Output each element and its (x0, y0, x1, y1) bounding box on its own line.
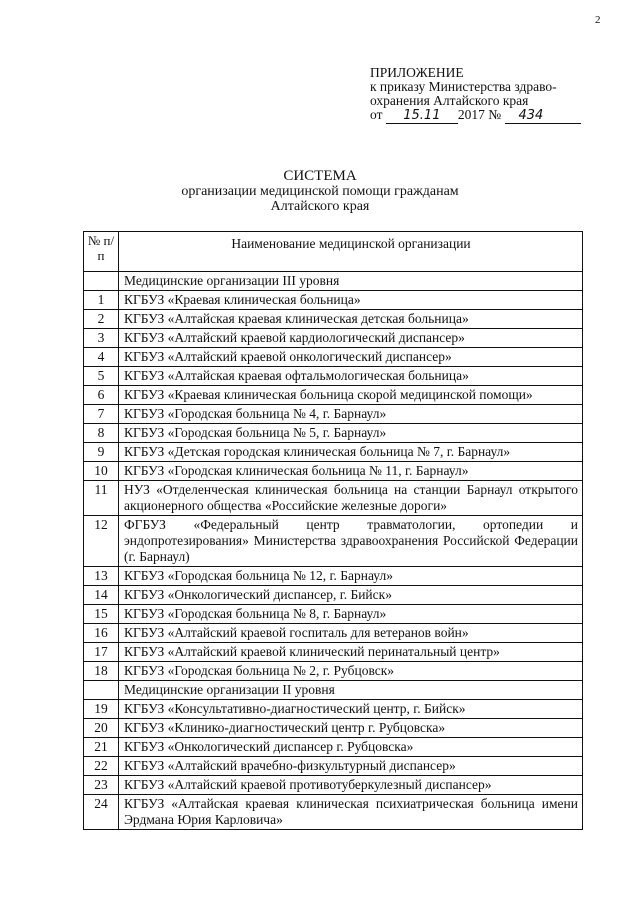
table-row (84, 443, 583, 462)
table-section-row (84, 681, 583, 700)
organization-name: КГБУЗ «Краевая клиническая больница скорой медицинской помощи» (119, 386, 583, 405)
table-section-row (84, 272, 583, 291)
table-row (84, 516, 583, 567)
section-number-cell (84, 681, 119, 700)
table-row (84, 795, 583, 830)
table-row (84, 757, 583, 776)
table-row (84, 586, 583, 605)
organization-name: КГБУЗ «Алтайская краевая клиническая детская больница» (119, 310, 583, 329)
organization-name: КГБУЗ «Консультативно-диагностический центр, г. Бийск» (119, 700, 583, 719)
table-row (84, 424, 583, 443)
row-number: 18 (84, 662, 119, 681)
table-row (84, 405, 583, 424)
table-row (84, 719, 583, 738)
organization-name: КГБУЗ «Алтайский краевой госпиталь для ветеранов войн» (119, 624, 583, 643)
page-number: 2 (595, 14, 601, 26)
document-title: СИСТЕМА (283, 168, 357, 184)
organization-name: КГБУЗ «Алтайский краевой онкологический диспансер» (119, 348, 583, 367)
organization-name: НУЗ «Отделенческая клиническая больница на станции Барнаул открытого акционерного общества «Российские железные дороги» (119, 481, 583, 516)
row-number: 3 (84, 329, 119, 348)
appendix-date-line (370, 108, 581, 124)
order-number-handwritten: 434 (518, 108, 544, 123)
organization-name: КГБУЗ «Краевая клиническая больница» (119, 291, 583, 310)
table-row (84, 367, 583, 386)
row-number: 15 (84, 605, 119, 624)
row-number: 19 (84, 700, 119, 719)
section-title: Медицинские организации II уровня (119, 681, 583, 700)
row-number: 7 (84, 405, 119, 424)
row-number: 5 (84, 367, 119, 386)
organization-name: КГБУЗ «Городская больница № 5, г. Барнаул» (119, 424, 583, 443)
appendix-block (370, 66, 581, 124)
organization-name: КГБУЗ «Городская клиническая больница № 11, г. Барнаул» (119, 462, 583, 481)
appendix-line-2: охранения Алтайского края (370, 93, 529, 108)
organization-name: КГБУЗ «Алтайская краевая офтальмологическая больница» (119, 367, 583, 386)
document-subtitle-line-2: Алтайского края (270, 199, 370, 214)
table-header-row (84, 232, 583, 272)
table-row (84, 481, 583, 516)
row-number: 10 (84, 462, 119, 481)
year: 2017 (457, 107, 485, 122)
row-number: 6 (84, 386, 119, 405)
table-row (84, 329, 583, 348)
organization-name: КГБУЗ «Онкологический диспансер, г. Бийск» (119, 586, 583, 605)
row-number: 9 (84, 443, 119, 462)
section-title: Медицинские организации III уровня (119, 272, 583, 291)
row-number: 4 (84, 348, 119, 367)
organization-name: КГБУЗ «Городская больница № 12, г. Барнаул» (119, 567, 583, 586)
row-number: 23 (84, 776, 119, 795)
organization-name: КГБУЗ «Алтайский краевой клинический перинатальный центр» (119, 643, 583, 662)
table-body (84, 272, 583, 830)
organization-name: КГБУЗ «Городская больница № 4, г. Барнаул» (119, 405, 583, 424)
table-row (84, 624, 583, 643)
table-row (84, 700, 583, 719)
table-row (84, 643, 583, 662)
table-row (84, 662, 583, 681)
organization-name: КГБУЗ «Алтайский краевой противотуберкулезный диспансер» (119, 776, 583, 795)
date-handwritten: 15.11 (403, 108, 441, 123)
row-number: 13 (84, 567, 119, 586)
document-heading (0, 169, 640, 214)
table-row (84, 386, 583, 405)
table-row (84, 605, 583, 624)
organizations-table (83, 231, 583, 830)
row-number: 14 (84, 586, 119, 605)
table-row (84, 462, 583, 481)
organization-name: КГБУЗ «Городская больница № 2, г. Рубцовск» (119, 662, 583, 681)
column-header-number: № п/п (84, 232, 119, 272)
appendix-line-1: к приказу Министерства здраво- (370, 79, 557, 94)
row-number: 8 (84, 424, 119, 443)
table-row (84, 738, 583, 757)
organization-name: КГБУЗ «Онкологический диспансер г. Рубцовска» (119, 738, 583, 757)
table-row (84, 291, 583, 310)
date-prefix: от (370, 107, 383, 122)
document-subtitle-line-1: организации медицинской помощи гражданам (181, 184, 459, 199)
table-row (84, 776, 583, 795)
organization-name: ФГБУЗ «Федеральный центр травматологии, ортопедии и эндопротезирования» Министерства здравоохранения Российской Федерации (г. Барнаул) (119, 516, 583, 567)
organization-name: КГБУЗ «Клинико-диагностический центр г. Рубцовска» (119, 719, 583, 738)
organization-name: КГБУЗ «Алтайская краевая клиническая психиатрическая больница имени Эрдмана Юрия Карловича» (119, 795, 583, 830)
row-number: 1 (84, 291, 119, 310)
row-number: 21 (84, 738, 119, 757)
row-number: 20 (84, 719, 119, 738)
row-number: 17 (84, 643, 119, 662)
organization-name: КГБУЗ «Детская городская клиническая больница № 7, г. Барнаул» (119, 443, 583, 462)
row-number: 22 (84, 757, 119, 776)
row-number: 2 (84, 310, 119, 329)
table-row (84, 310, 583, 329)
organization-name: КГБУЗ «Городская больница № 8, г. Барнаул» (119, 605, 583, 624)
table-row (84, 567, 583, 586)
organization-name: КГБУЗ «Алтайский врачебно-физкультурный диспансер» (119, 757, 583, 776)
row-number: 24 (84, 795, 119, 830)
number-prefix: № (488, 107, 502, 122)
column-header-name: Наименование медицинской организации (119, 232, 583, 272)
row-number: 12 (84, 516, 119, 567)
table-row (84, 348, 583, 367)
row-number: 16 (84, 624, 119, 643)
section-number-cell (84, 272, 119, 291)
appendix-title: ПРИЛОЖЕНИЕ (370, 65, 464, 80)
organization-name: КГБУЗ «Алтайский краевой кардиологический диспансер» (119, 329, 583, 348)
row-number: 11 (84, 481, 119, 516)
